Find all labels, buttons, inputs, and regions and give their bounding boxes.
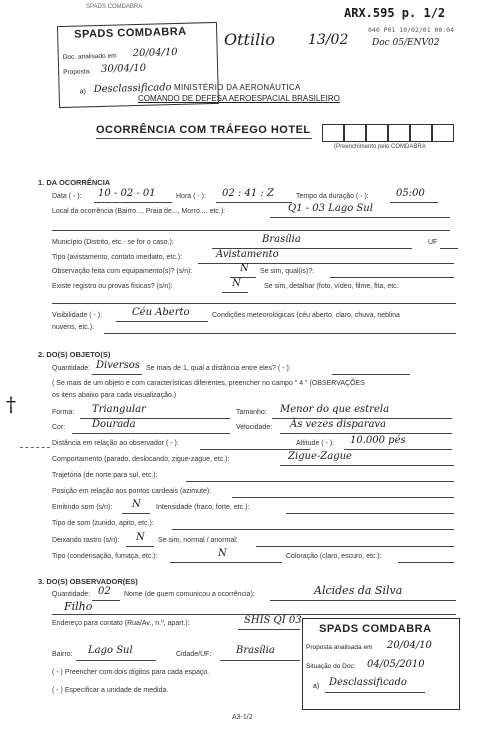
comdabra-box-6 — [432, 124, 454, 142]
hora-value: 02 : 41 : Z — [222, 188, 274, 199]
rastro-sim-label: Se sim, normal / anormal: — [158, 537, 238, 544]
uf-label: UF — [428, 239, 438, 246]
data-value: 10 - 02 - 01 — [98, 188, 156, 199]
duracao-value: 05:00 — [396, 188, 425, 199]
comdabra-box-3 — [366, 124, 388, 142]
tipo-line — [198, 263, 454, 264]
form-title: OCORRÊNCIA COM TRÁFEGO HOTEL — [96, 124, 311, 136]
stamp-a-label: a) — [79, 88, 87, 96]
uf-line — [440, 248, 458, 249]
municipio-value: Brasília — [262, 234, 301, 245]
cor-line — [72, 433, 230, 434]
equip-label: Observação feita com equipamento(s)? (s/n): — [52, 268, 193, 275]
qtd-obs-label: Quantidade: — [52, 591, 91, 598]
stamp-doc-value: 20/04/10 — [132, 46, 178, 60]
cidade-label: Cidade/UF: — [176, 651, 212, 658]
handwritten-ottilio: Ottilio — [224, 30, 275, 49]
qtd-objeto-line — [92, 374, 142, 375]
cor-value: Dourada — [92, 419, 136, 430]
hora-label: Hora ( - ): — [176, 193, 206, 200]
note-line-1: ( Se mais de um objeto e com características diferentes, preencher no campo " 4 " (OBSERVAÇÕES — [52, 380, 365, 387]
stamp-proposta-label: Proposta: — [63, 68, 92, 76]
note-units: ( - ) Especificar a unidade de medida. — [52, 687, 169, 694]
hora-line — [216, 202, 292, 203]
dist-margin-line — [20, 447, 50, 448]
nome-label: Nome (de quem comunicou a ocorrência): — [124, 591, 255, 598]
rastro-value: N — [136, 532, 145, 543]
equip-value: N — [240, 263, 249, 274]
tipo-som-line — [172, 529, 454, 530]
tamanho-label: Tamanho: — [236, 409, 267, 416]
veloc-value: Às vezes disparava — [290, 419, 387, 430]
cidade-line — [220, 660, 300, 661]
dist-label: Distância em relação ao observador ( - ): — [52, 440, 179, 447]
duracao-label: Tempo da duração ( - ): — [296, 193, 369, 200]
qtd-obs-value: 02 — [98, 586, 111, 597]
local-value: Q1 - 03 Lago Sul — [288, 203, 373, 214]
rastro-sim-line — [256, 546, 454, 547]
handwritten-date: 13/02 — [308, 32, 349, 48]
cor-label: Cor: — [52, 424, 66, 431]
comdabra-box-2 — [344, 124, 366, 142]
section-1-heading: 1. DA OCORRÊNCIA — [38, 178, 111, 187]
rastro-label: Deixando rastro (s/n): — [52, 537, 120, 544]
cidade-value: Brasília — [236, 645, 275, 656]
title-underline — [96, 138, 312, 139]
end-label: Endereço para contato (Rua/Av., n.º, apart.): — [52, 620, 190, 627]
local-line — [270, 217, 450, 218]
nome-value: Alcides da Silva — [314, 584, 403, 597]
tipo-value: Avistamento — [216, 249, 279, 260]
municipio-label: Município (Distrito, etc.- se for o caso.): — [52, 239, 174, 246]
equip-qual-label: Se sim, qual(is)?: — [260, 268, 315, 275]
traj-label: Trajetória (de norte para sul, etc.): — [52, 472, 158, 479]
end-value: SHIS QI 03 — [244, 615, 302, 626]
bottom-stamp-proposta-value: 20/04/10 — [387, 640, 432, 651]
section-2-heading: 2. DO(S) OBJETO(S) — [38, 350, 111, 359]
comport-value: Zigue-Zague — [288, 451, 352, 462]
pos-line — [232, 497, 454, 498]
meteo-line — [104, 333, 456, 334]
veloc-label: Velocidade: — [236, 424, 273, 431]
page-footer: A3-1/2 — [232, 714, 253, 721]
bairro-value: Lago Sul — [88, 645, 133, 656]
stamp-proposta-value: 30/04/10 — [100, 62, 147, 75]
traj-line — [186, 481, 454, 482]
bottom-stamp-situacao-value: 04/05/2010 — [367, 659, 425, 670]
som-value: N — [132, 499, 141, 510]
color-label: Coloração (claro, escuro, etc.): — [286, 553, 382, 560]
tipo-rastro-line — [170, 562, 282, 563]
qtd-objeto-label: Quantidade: — [52, 365, 91, 372]
meteo-label-2: nuvens, etc.): — [52, 324, 95, 331]
intens-line — [286, 513, 454, 514]
registro-label: Existe registro ou provas físicas? (s/n): — [52, 283, 173, 290]
alt-value: 10.000 pés — [350, 435, 406, 446]
qtd-objeto-value: Diversos — [96, 360, 140, 371]
registro-line-2 — [52, 303, 456, 304]
comdabra-box-4 — [388, 124, 410, 142]
visib-line — [116, 321, 208, 322]
veloc-line — [280, 433, 452, 434]
nome-value-2: Filho — [64, 600, 93, 613]
intens-label: Intensidade (fraco, forte, etc.): — [156, 504, 250, 511]
bottom-stamp-title: SPADS COMDABRA — [319, 623, 432, 635]
alt-label: Altitude ( - ): — [296, 440, 335, 447]
bottom-stamp-situacao-label: Situação do Doc: — [306, 663, 356, 670]
tipo-rastro-value: N — [218, 548, 227, 559]
qtd-dist-label: Se mais de 1, qual a distância entre eles? ( - ): — [146, 365, 291, 372]
dist-line — [200, 449, 310, 450]
bottom-stamp-a-value: Desclassificado — [329, 677, 407, 688]
note-digits: ( - ) Preencher com dois dígitos para cada espaço. — [52, 669, 210, 676]
meteo-label: Condições meteorológicas (céu aberto, claro, chuva, neblina — [212, 312, 400, 319]
local-label: Local da ocorrência (Bairro..., Praia de..., Morro..., etc.): — [52, 208, 226, 215]
stamp-a-value: Desclassificado — [93, 82, 172, 96]
pos-label: Posição em relação aos pontos cardeais (azimute): — [52, 488, 212, 495]
registro-value: N — [232, 278, 241, 289]
bairro-label: Bairro: — [52, 651, 73, 658]
tipo-label: Tipo (avistamento, contato imediato, etc.): — [52, 254, 183, 261]
qtd-dist-line — [332, 374, 410, 375]
tipo-rastro-label: Tipo (condensação, fumaça, etc.): — [52, 553, 158, 560]
fax-header-line: 040 P01 10/02/01 00:04 — [368, 26, 455, 34]
stamp-title: SPADS COMDABRA — [74, 25, 187, 41]
fax-header-left: SPADS COMDABRA — [86, 4, 143, 10]
comport-line — [280, 465, 454, 466]
data-line — [94, 202, 172, 203]
som-label: Emitindo som (s/n): — [52, 504, 113, 511]
bottom-stamp-proposta-label: Proposta analisada em — [306, 644, 373, 651]
local-line-2 — [52, 230, 450, 231]
forma-label: Forma: — [52, 409, 75, 416]
som-line — [122, 513, 150, 514]
color-line — [398, 562, 454, 563]
bairro-line — [76, 660, 156, 661]
alt-line — [344, 449, 452, 450]
visib-value: Céu Aberto — [132, 307, 190, 318]
duracao-line — [390, 202, 438, 203]
qtd-obs-line — [92, 600, 120, 601]
registro-detail-label: Se sim, detalhar (foto, vídeo, filme, fita, etc. — [264, 283, 399, 290]
comdabra-note: (Preenchimento pelo COMDABRA — [334, 144, 426, 150]
forma-value: Triangular — [92, 404, 146, 415]
handwritten-doc-note: Doc 05/ENV02 — [372, 38, 440, 48]
stamp-doc-label: Doc. analisado em — [62, 52, 117, 61]
nome-line — [270, 600, 456, 601]
end-line — [238, 629, 300, 630]
reference-number: ARX.595 p. 1/2 — [344, 6, 446, 20]
bottom-stamp-a-line — [325, 692, 425, 693]
equip-qual-line — [330, 277, 454, 278]
section-3-heading: 3. DO(S) OBSERVADOR(ES) — [38, 577, 138, 586]
data-label: Data ( - ): — [52, 193, 82, 200]
comdabra-box-1 — [322, 124, 344, 142]
registro-line — [222, 292, 248, 293]
bottom-stamp — [302, 618, 460, 710]
bottom-stamp-a-label: a) — [313, 683, 320, 690]
margin-check-mark: † — [6, 392, 16, 416]
tamanho-value: Menor do que estrela — [280, 404, 390, 415]
ministry-line-2: COMANDO DE DEFESA AEROESPACIAL BRASILEIRO — [138, 94, 340, 103]
ministry-line-1: MINISTÉRIO DA AERONÁUTICA — [174, 83, 301, 92]
rastro-line — [126, 546, 154, 547]
comdabra-box-5 — [410, 124, 432, 142]
note-line-2: os itens abaixo para cada visualização.) — [52, 392, 177, 399]
visib-label: Visibilidade ( - ): — [52, 312, 103, 319]
tipo-som-label: Tipo de som (zunido, apito, etc.): — [52, 520, 154, 527]
comport-label: Comportamento (parado, deslocando, zigue-zague, etc.): — [52, 456, 230, 463]
